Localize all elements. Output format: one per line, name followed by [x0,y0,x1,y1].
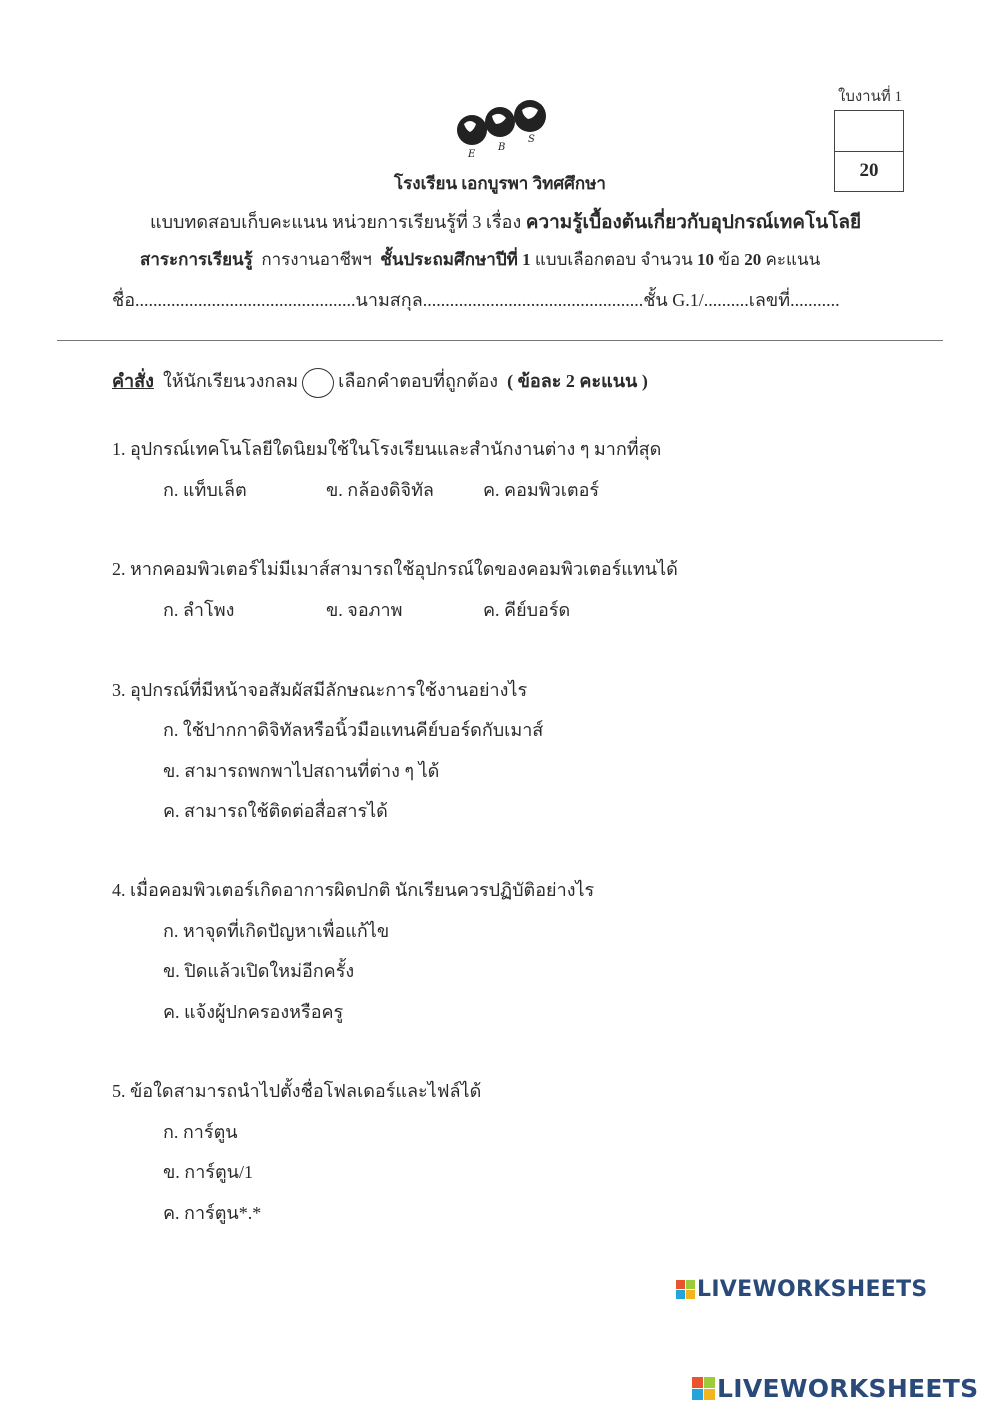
school-name: โรงเรียน เอกบูรพา วิทศศึกษา [394,174,606,193]
logo-square [704,1377,715,1388]
q3-option-c[interactable]: ค. สามารถใช้ติดต่อสื่อสารได้ [163,801,388,821]
q1-option-a[interactable]: ก. แท็บเล็ต [163,480,247,500]
logo-letter-s: S [528,134,535,145]
test-prefix: แบบทดสอบเก็บคะแนน หน่วยการเรียนรู้ที่ 3 เรื่อง [150,212,526,232]
watermark-text: LIVEWORKSHEETS [717,1374,979,1403]
grade-level: ชั้นประถมศึกษาปีที่ 1 [380,250,531,269]
format-prefix: แบบเลือกตอบ จำนวน [534,250,697,269]
liveworksheets-watermark-footer [692,1374,978,1403]
q4-option-a[interactable]: ก. หาจุดที่เกิดปัญหาเพื่อแก้ไข [163,921,390,941]
logo-square [686,1280,695,1289]
q5-option-c[interactable]: ค. การ์ตูน*.* [163,1203,262,1223]
question-3: 3. อุปกรณ์ที่มีหน้าจอสัมผัสมีลักษณะการใช้งานอย่างไร [112,680,528,700]
liveworksheets-logo-icon [692,1377,715,1400]
q4-option-b[interactable]: ข. ปิดแล้วเปิดใหม่อีกครั้ง [163,961,355,981]
items-unit: ข้อ [713,250,745,269]
logo-square [692,1377,703,1388]
q3-option-a[interactable]: ก. ใช้ปากกาดิจิทัลหรือนิ้วมือแทนคีย์บอร์ดกับเมาส์ [163,720,544,740]
q5-option-b[interactable]: ข. การ์ตูน/1 [163,1162,253,1182]
subject-line [140,246,820,273]
test-title [150,207,861,237]
score-blank [835,111,903,152]
num-items: 10 [696,250,714,269]
logo-letter-e: E [468,149,476,160]
question-1: 1. อุปกรณ์เทคโนโลยีใดนิยมใช้ในโรงเรียนและสำนักงานต่าง ๆ มากที่สุด [112,439,662,459]
num-points: 20 [744,250,762,269]
subject-label: สาระการเรียนรู้ [140,250,253,269]
q5-option-a[interactable]: ก. การ์ตูน [163,1122,238,1142]
logo-square [676,1280,685,1289]
liveworksheets-logo-icon [676,1280,695,1299]
subject-value: การงานอาชีพฯ [261,250,372,269]
q1-option-b[interactable]: ข. กล้องดิจิทัล [326,480,434,500]
watermark-text: LIVEWORKSHEETS [697,1277,928,1302]
q1-option-c[interactable]: ค. คอมพิวเตอร์ [483,480,600,500]
points-unit: คะแนน [761,250,821,269]
q3-option-b[interactable]: ข. สามารถพกพาไปสถานที่ต่าง ๆ ได้ [163,761,440,781]
instruction-text-before: ให้นักเรียนวงกลม [162,371,299,391]
logo-square [692,1389,703,1400]
question-2: 2. หากคอมพิวเตอร์ไม่มีเมาส์สามารถใช้อุปกรณ์ใดของคอมพิวเตอร์แทนได้ [112,559,678,579]
liveworksheets-watermark [676,1277,928,1302]
points-note: ( ข้อละ 2 คะแนน ) [507,371,648,391]
q2-option-a[interactable]: ก. ลำโพง [163,600,235,620]
circle-icon [302,368,334,398]
q4-option-c[interactable]: ค. แจ้งผู้ปกครองหรือครู [163,1002,344,1022]
instruction-label: คำสั่ง [112,371,154,391]
question-4: 4. เมื่อคอมพิวเตอร์เกิดอาการผิดปกติ นักเรียนควรปฏิบัติอย่างไร [112,880,595,900]
logo-square [676,1290,685,1299]
logo-square [704,1389,715,1400]
divider [57,340,943,341]
instruction-text-after: เลือกคำตอบที่ถูกต้อง [338,371,499,391]
student-info-line[interactable]: ชื่อ.................................................นามสกุล.................................................ชั้น G.1/..........เลขที่........... [112,290,840,310]
test-topic: ความรู้เบื้องต้นเกี่ยวกับอุปกรณ์เทคโนโลยี [525,212,862,233]
question-5: 5. ข้อใดสามารถนำไปตั้งชื่อโฟลเดอร์และไฟล์ได้ [112,1081,482,1101]
logo-letter-b: B [498,142,506,153]
school-logo-globes-icon [450,96,560,160]
q2-option-c[interactable]: ค. คีย์บอร์ด [483,600,571,620]
score-total: 20 [859,160,879,181]
q2-option-b[interactable]: ข. จอภาพ [326,600,403,620]
instruction [112,366,648,398]
logo-square [686,1290,695,1299]
worksheet-number: ใบงานที่ 1 [838,89,902,105]
